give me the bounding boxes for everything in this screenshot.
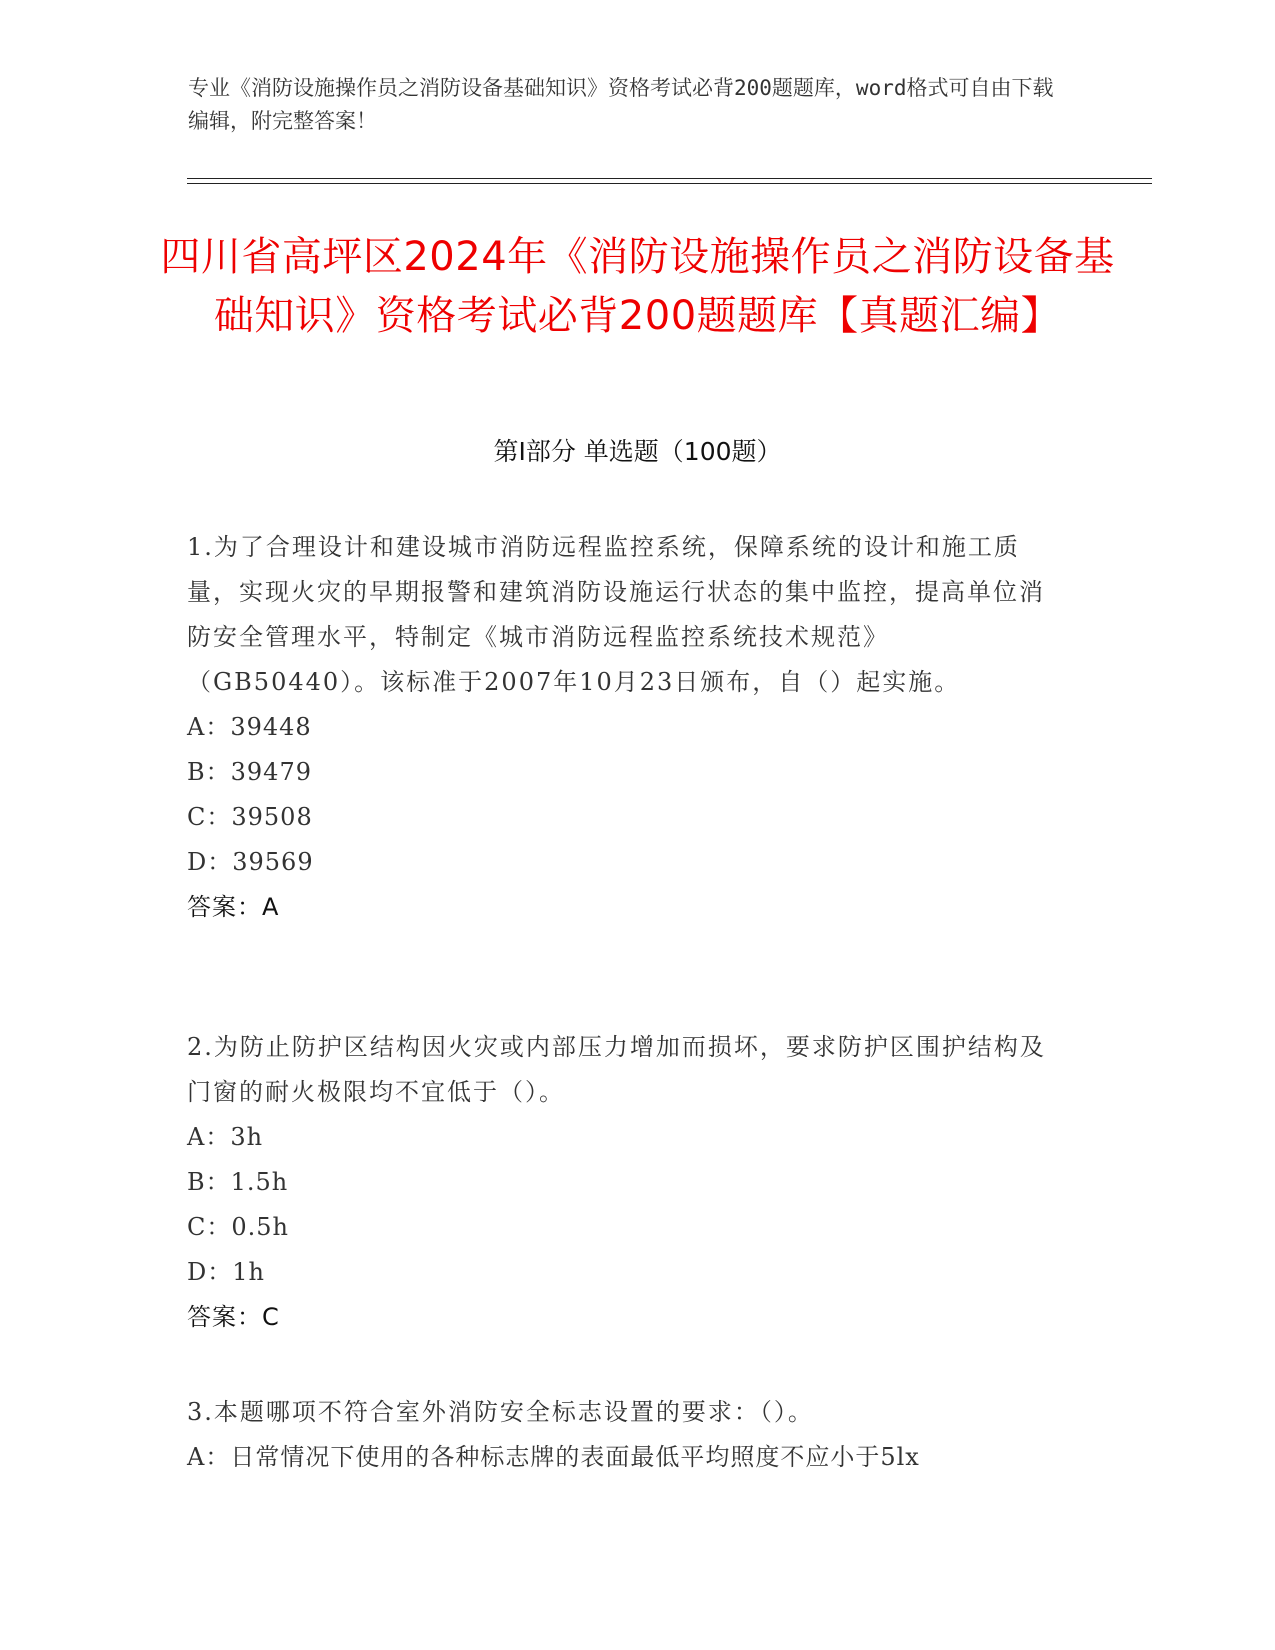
answer: 答案：C [187, 1303, 280, 1331]
option-c: C：0.5h [187, 1213, 289, 1241]
question-3 [187, 1390, 1067, 1480]
option-d: D：39569 [187, 848, 314, 876]
header-note: 专业《消防设施操作员之消防设备基础知识》资格考试必背200题题库，word格式可自由下载编辑，附完整答案！ [188, 76, 1054, 133]
option-a: A：3h [187, 1123, 264, 1151]
question-text: 2.为防止防护区结构因火灾或内部压力增加而损坏，要求防护区围护结构及门窗的耐火极限均不宜低于（）。 [187, 1033, 1046, 1106]
option-b: B：1.5h [187, 1168, 289, 1196]
option-a: A：日常情况下使用的各种标志牌的表面最低平均照度不应小于5lx [187, 1443, 920, 1471]
question-text: 3.本题哪项不符合室外消防安全标志设置的要求：（）。 [187, 1398, 814, 1426]
option-b: B：39479 [187, 758, 312, 786]
section-title: 第I部分 单选题（100题） [493, 437, 782, 466]
header-divider-bottom [187, 183, 1152, 184]
question-text: 1.为了合理设计和建设城市消防远程监控系统，保障系统的设计和施工质量，实现火灾的早期报警和建筑消防设施运行状态的集中监控，提高单位消防安全管理水平，特制定《城市消防远程监控系统技术规范》（GB50440）。该标准于2007年10月23日颁布，自（）起实施。 [187, 533, 1045, 696]
question-2 [187, 1025, 1067, 1340]
answer: 答案：A [187, 893, 280, 921]
option-a: A：39448 [187, 713, 312, 741]
question-1 [187, 525, 1067, 930]
document-title: 四川省高坪区2024年《消防设施操作员之消防设备基础知识》资格考试必背200题题库【真题汇编】 [160, 234, 1115, 339]
option-c: C：39508 [187, 803, 313, 831]
option-d: D：1h [187, 1258, 265, 1286]
header-divider-top [187, 178, 1152, 179]
